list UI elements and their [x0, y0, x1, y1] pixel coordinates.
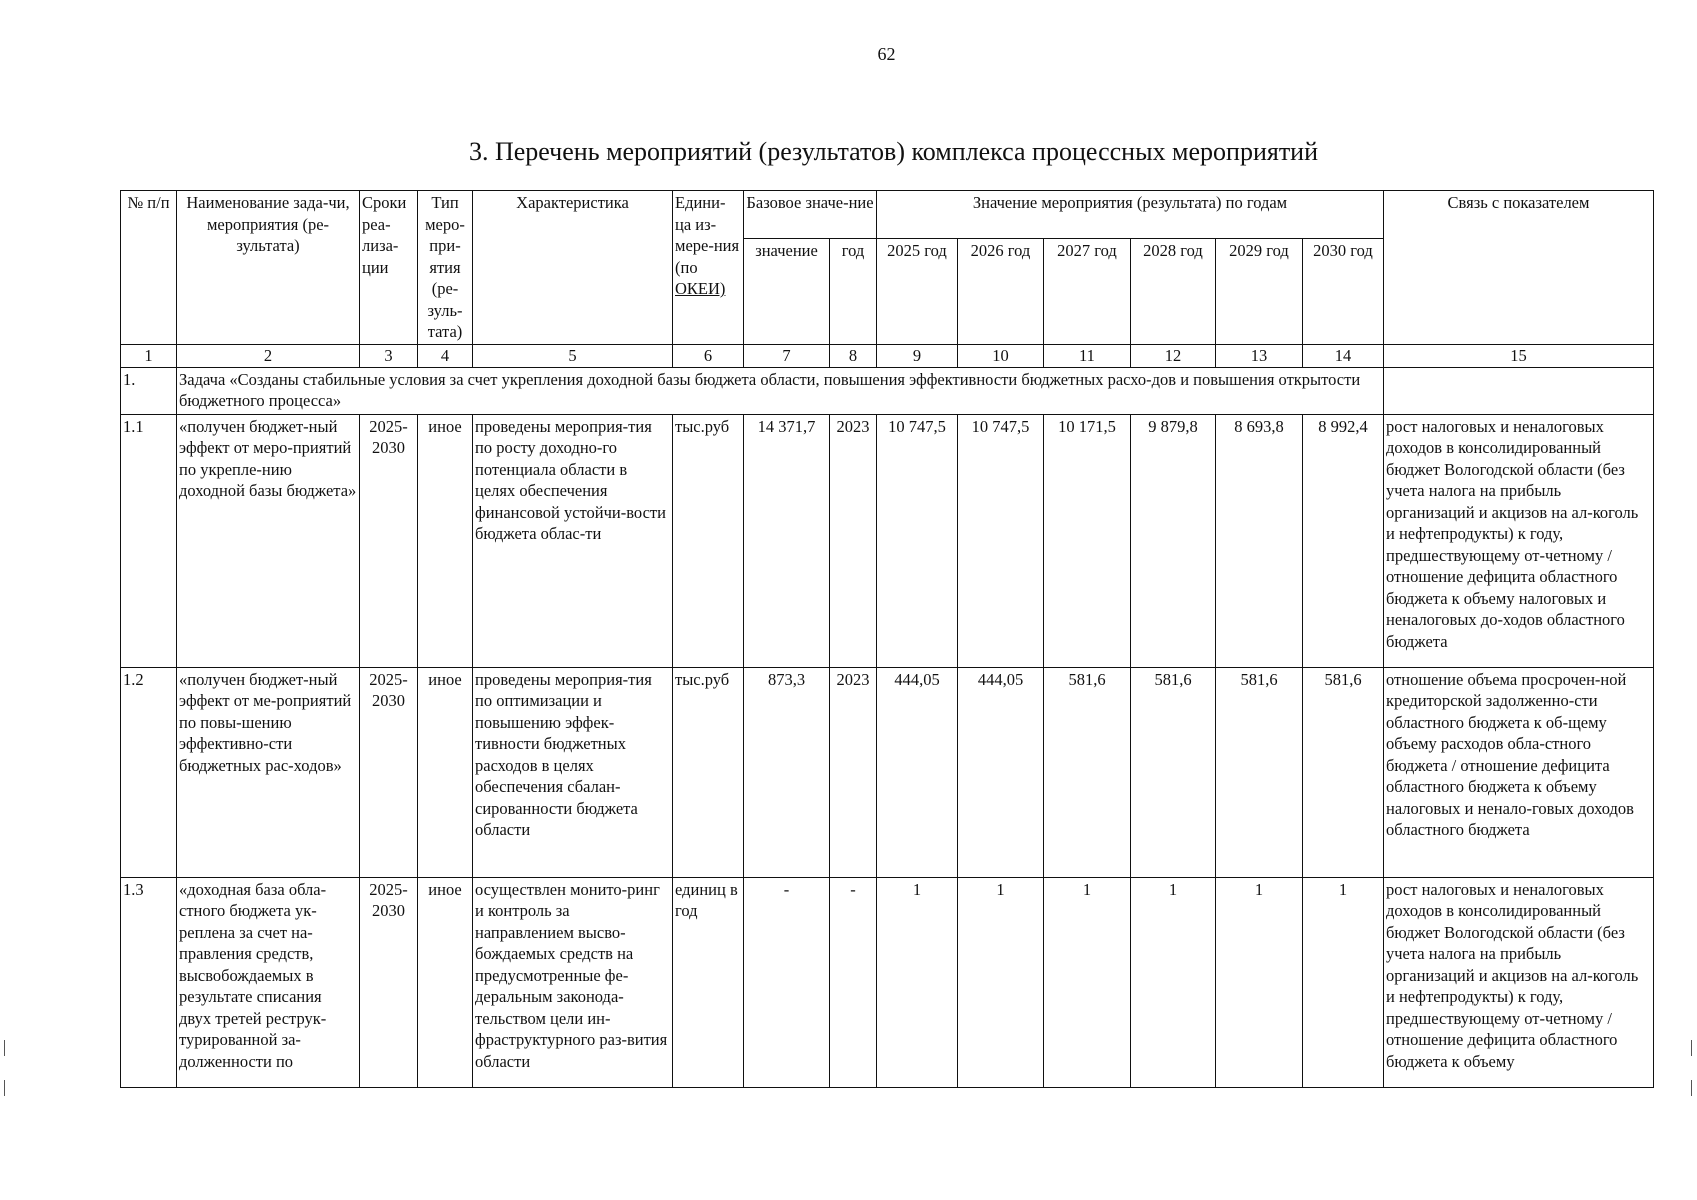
table-row: [121, 667, 1654, 877]
header-year: 2028 год: [1131, 238, 1216, 344]
row-value-2025: 1: [877, 877, 958, 1087]
measures-table: [120, 190, 1654, 1088]
row-num: 1.1: [121, 414, 177, 667]
row-base-value: -: [744, 877, 830, 1087]
scan-edge-mark: [4, 1040, 5, 1056]
row-base-year: -: [830, 877, 877, 1087]
column-number: 3: [360, 344, 418, 367]
row-value-2028: 581,6: [1131, 667, 1216, 877]
row-terms: 2025-2030: [360, 877, 418, 1087]
row-name: «доходная база обла-стного бюджета ук-реплена за счет на-правления средств, высвобождаемых в результате списания двух третей реструк-турированной за-долженности по: [177, 877, 360, 1087]
row-value-2027: 581,6: [1044, 667, 1131, 877]
column-number: 14: [1303, 344, 1384, 367]
column-number: 9: [877, 344, 958, 367]
row-terms: 2025-2030: [360, 667, 418, 877]
header-year: 2025 год: [877, 238, 958, 344]
row-name: «получен бюджет-ный эффект от меро-приятий по укрепле-нию доходной базы бюджета»: [177, 414, 360, 667]
row-characteristic: осуществлен монито-ринг и контроль за направлением высво-бождаемых средств на предусмотренные фе-деральным законода-тельством цели ин-фраструктурного раз-вития области: [473, 877, 673, 1087]
header-year: 2030 год: [1303, 238, 1384, 344]
header-link: Связь с показателем: [1384, 191, 1654, 345]
row-base-value: 873,3: [744, 667, 830, 877]
header-unit: [673, 191, 744, 345]
header-values-by-year: Значение мероприятия (результата) по годам: [877, 191, 1384, 239]
row-value-2025: 444,05: [877, 667, 958, 877]
row-characteristic: проведены мероприя-тия по оптимизации и повышению эффек-тивности бюджетных расходов в целях обеспечения сбалан-сированности бюджета области: [473, 667, 673, 877]
header-type: Тип меро-при-ятия (ре-зуль-тата): [418, 191, 473, 345]
header-base-value: значение: [744, 238, 830, 344]
row-value-2029: 581,6: [1216, 667, 1303, 877]
row-value-2028: 1: [1131, 877, 1216, 1087]
table-row: [121, 877, 1654, 1087]
task-num: 1.: [121, 367, 177, 414]
row-terms: 2025-2030: [360, 414, 418, 667]
page-title: 3. Перечень мероприятий (результатов) комплекса процессных мероприятий: [468, 137, 1319, 166]
task-row: [121, 367, 1654, 414]
header-name: Наименование зада-чи, мероприятия (ре-зультата): [177, 191, 360, 345]
row-link: рост налоговых и неналоговых доходов в консолидированный бюджет Вологодской области (без учета налога на прибыль организаций и акцизов на ал-коголь и нефтепродукты) к году, предшествующему от-четному / отношение дефицита областного бюджета к объему: [1384, 877, 1654, 1087]
row-value-2027: 1: [1044, 877, 1131, 1087]
header-year: 2026 год: [958, 238, 1044, 344]
row-value-2025: 10 747,5: [877, 414, 958, 667]
header-characteristic: Характеристика: [473, 191, 673, 345]
row-unit: тыс.руб: [673, 414, 744, 667]
row-name: «получен бюджет-ный эффект от ме-роприятий по повы-шению эффективно-сти бюджетных рас-ходов»: [177, 667, 360, 877]
row-link: рост налоговых и неналоговых доходов в консолидированный бюджет Вологодской области (без учета налога на прибыль организаций и акцизов на ал-коголь и нефтепродукты) к году, предшествующему от-четному / отношение дефицита областного бюджета к объему налоговых и неналоговых до-ходов областного бюджета: [1384, 414, 1654, 667]
page-number: 62: [877, 44, 896, 64]
header-base: Базовое значе-ние: [744, 191, 877, 239]
row-value-2026: 1: [958, 877, 1044, 1087]
header-row: [121, 191, 1654, 239]
header-terms: Сроки реа-лиза-ции: [360, 191, 418, 345]
header-unit-okei: ОКЕИ): [675, 279, 726, 298]
header-base-year: год: [830, 238, 877, 344]
column-number: 12: [1131, 344, 1216, 367]
task-text: Задача «Созданы стабильные условия за счет укрепления доходной базы бюджета области, повышения эффективности бюджетных расхо-дов и повышения открытости бюджетного процесса»: [177, 367, 1384, 414]
row-value-2029: 1: [1216, 877, 1303, 1087]
task-link-empty: [1384, 367, 1654, 414]
row-num: 1.2: [121, 667, 177, 877]
column-number: 11: [1044, 344, 1131, 367]
column-number: 10: [958, 344, 1044, 367]
column-number: 4: [418, 344, 473, 367]
row-value-2030: 1: [1303, 877, 1384, 1087]
column-number: 5: [473, 344, 673, 367]
row-type: иное: [418, 414, 473, 667]
header-year: 2027 год: [1044, 238, 1131, 344]
column-number: 13: [1216, 344, 1303, 367]
row-link: отношение объема просрочен-ной кредиторской задолженно-сти областного бюджета к об-щему объему расходов обла-стного бюджета / отношение дефицита областного бюджета к объему налоговых и ненало-говых доходов областного бюджета: [1384, 667, 1654, 877]
column-number: 8: [830, 344, 877, 367]
scan-edge-mark: [1691, 1080, 1692, 1096]
row-value-2029: 8 693,8: [1216, 414, 1303, 667]
row-type: иное: [418, 667, 473, 877]
row-value-2026: 444,05: [958, 667, 1044, 877]
column-number: 1: [121, 344, 177, 367]
row-characteristic: проведены мероприя-тия по росту доходно-го потенциала области в целях обеспечения финансовой устойчи-вости бюджета облас-ти: [473, 414, 673, 667]
column-number: 7: [744, 344, 830, 367]
row-unit: единиц в год: [673, 877, 744, 1087]
row-base-value: 14 371,7: [744, 414, 830, 667]
row-unit: тыс.руб: [673, 667, 744, 877]
scan-edge-mark: [4, 1080, 5, 1096]
row-value-2027: 10 171,5: [1044, 414, 1131, 667]
row-value-2030: 581,6: [1303, 667, 1384, 877]
row-value-2026: 10 747,5: [958, 414, 1044, 667]
table-row: [121, 414, 1654, 667]
row-value-2030: 8 992,4: [1303, 414, 1384, 667]
header-num: № п/п: [121, 191, 177, 345]
header-unit-text: Едини-ца из-мере-ния (по: [675, 193, 740, 277]
column-numbers-row: [121, 344, 1654, 367]
header-year: 2029 год: [1216, 238, 1303, 344]
row-base-year: 2023: [830, 667, 877, 877]
row-value-2028: 9 879,8: [1131, 414, 1216, 667]
row-num: 1.3: [121, 877, 177, 1087]
column-number: 6: [673, 344, 744, 367]
row-base-year: 2023: [830, 414, 877, 667]
column-number: 2: [177, 344, 360, 367]
row-type: иное: [418, 877, 473, 1087]
column-number: 15: [1384, 344, 1654, 367]
scan-edge-mark: [1691, 1040, 1692, 1056]
